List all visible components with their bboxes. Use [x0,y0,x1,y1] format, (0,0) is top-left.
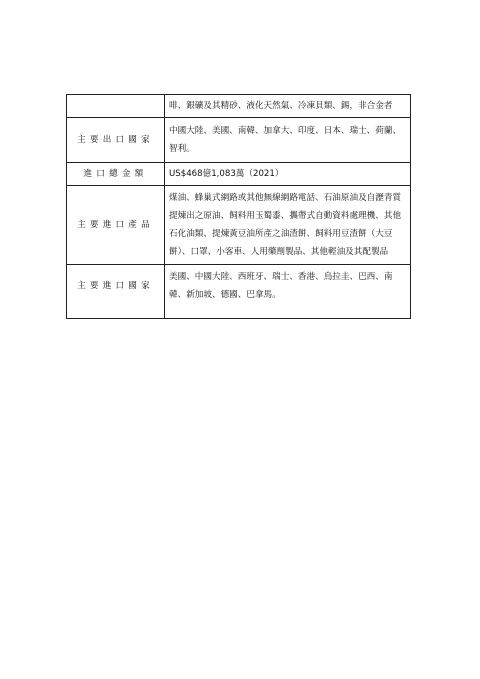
main-import-countries-value: 美國、中國大陸、西班牙、瑞士、香港、烏拉圭、巴西、南韓、新加坡、德國、巴拿馬。 [165,265,411,319]
table-row-total-import-value [67,163,411,186]
row-label-main-export-countries: 主要出口國家 [67,118,165,163]
main-import-products-value: 煤油、蜂巢式網路或其他無線網路電話、石油原油及自瀝青質提煉出之原油、飼料用玉蜀黍、攜帶式自動資料處理機、其他石化油類、提煉黃豆油所產之油渣餅、飼料用豆渣餅（大豆餅）、口罩、小客車、人用藥劑製品、其他輕油及其配製品 [165,186,411,265]
row-label-total-import-value: 進口總金額 [67,163,165,186]
table-row-main-import-products [67,186,411,265]
main-export-countries-value: 中國大陸、美國、南韓、加拿大、印度、日本、瑞士、荷蘭、智利。 [165,118,411,163]
row-label-main-import-countries: 主要進口國家 [67,265,165,319]
trade-info-table [66,94,411,319]
table-row-main-exports-continued [67,95,411,118]
row-label-main-import-products: 主要進口產品 [67,186,165,265]
main-export-products-continued: 啡、銀礦及其精砂、液化天然氣、冷凍貝類、錫，非合金者 [165,95,411,118]
table-row-main-import-countries [67,265,411,319]
row-label [67,95,165,118]
total-import-value: US$468億1,083萬（2021） [165,163,411,186]
table-row-main-export-countries [67,118,411,163]
